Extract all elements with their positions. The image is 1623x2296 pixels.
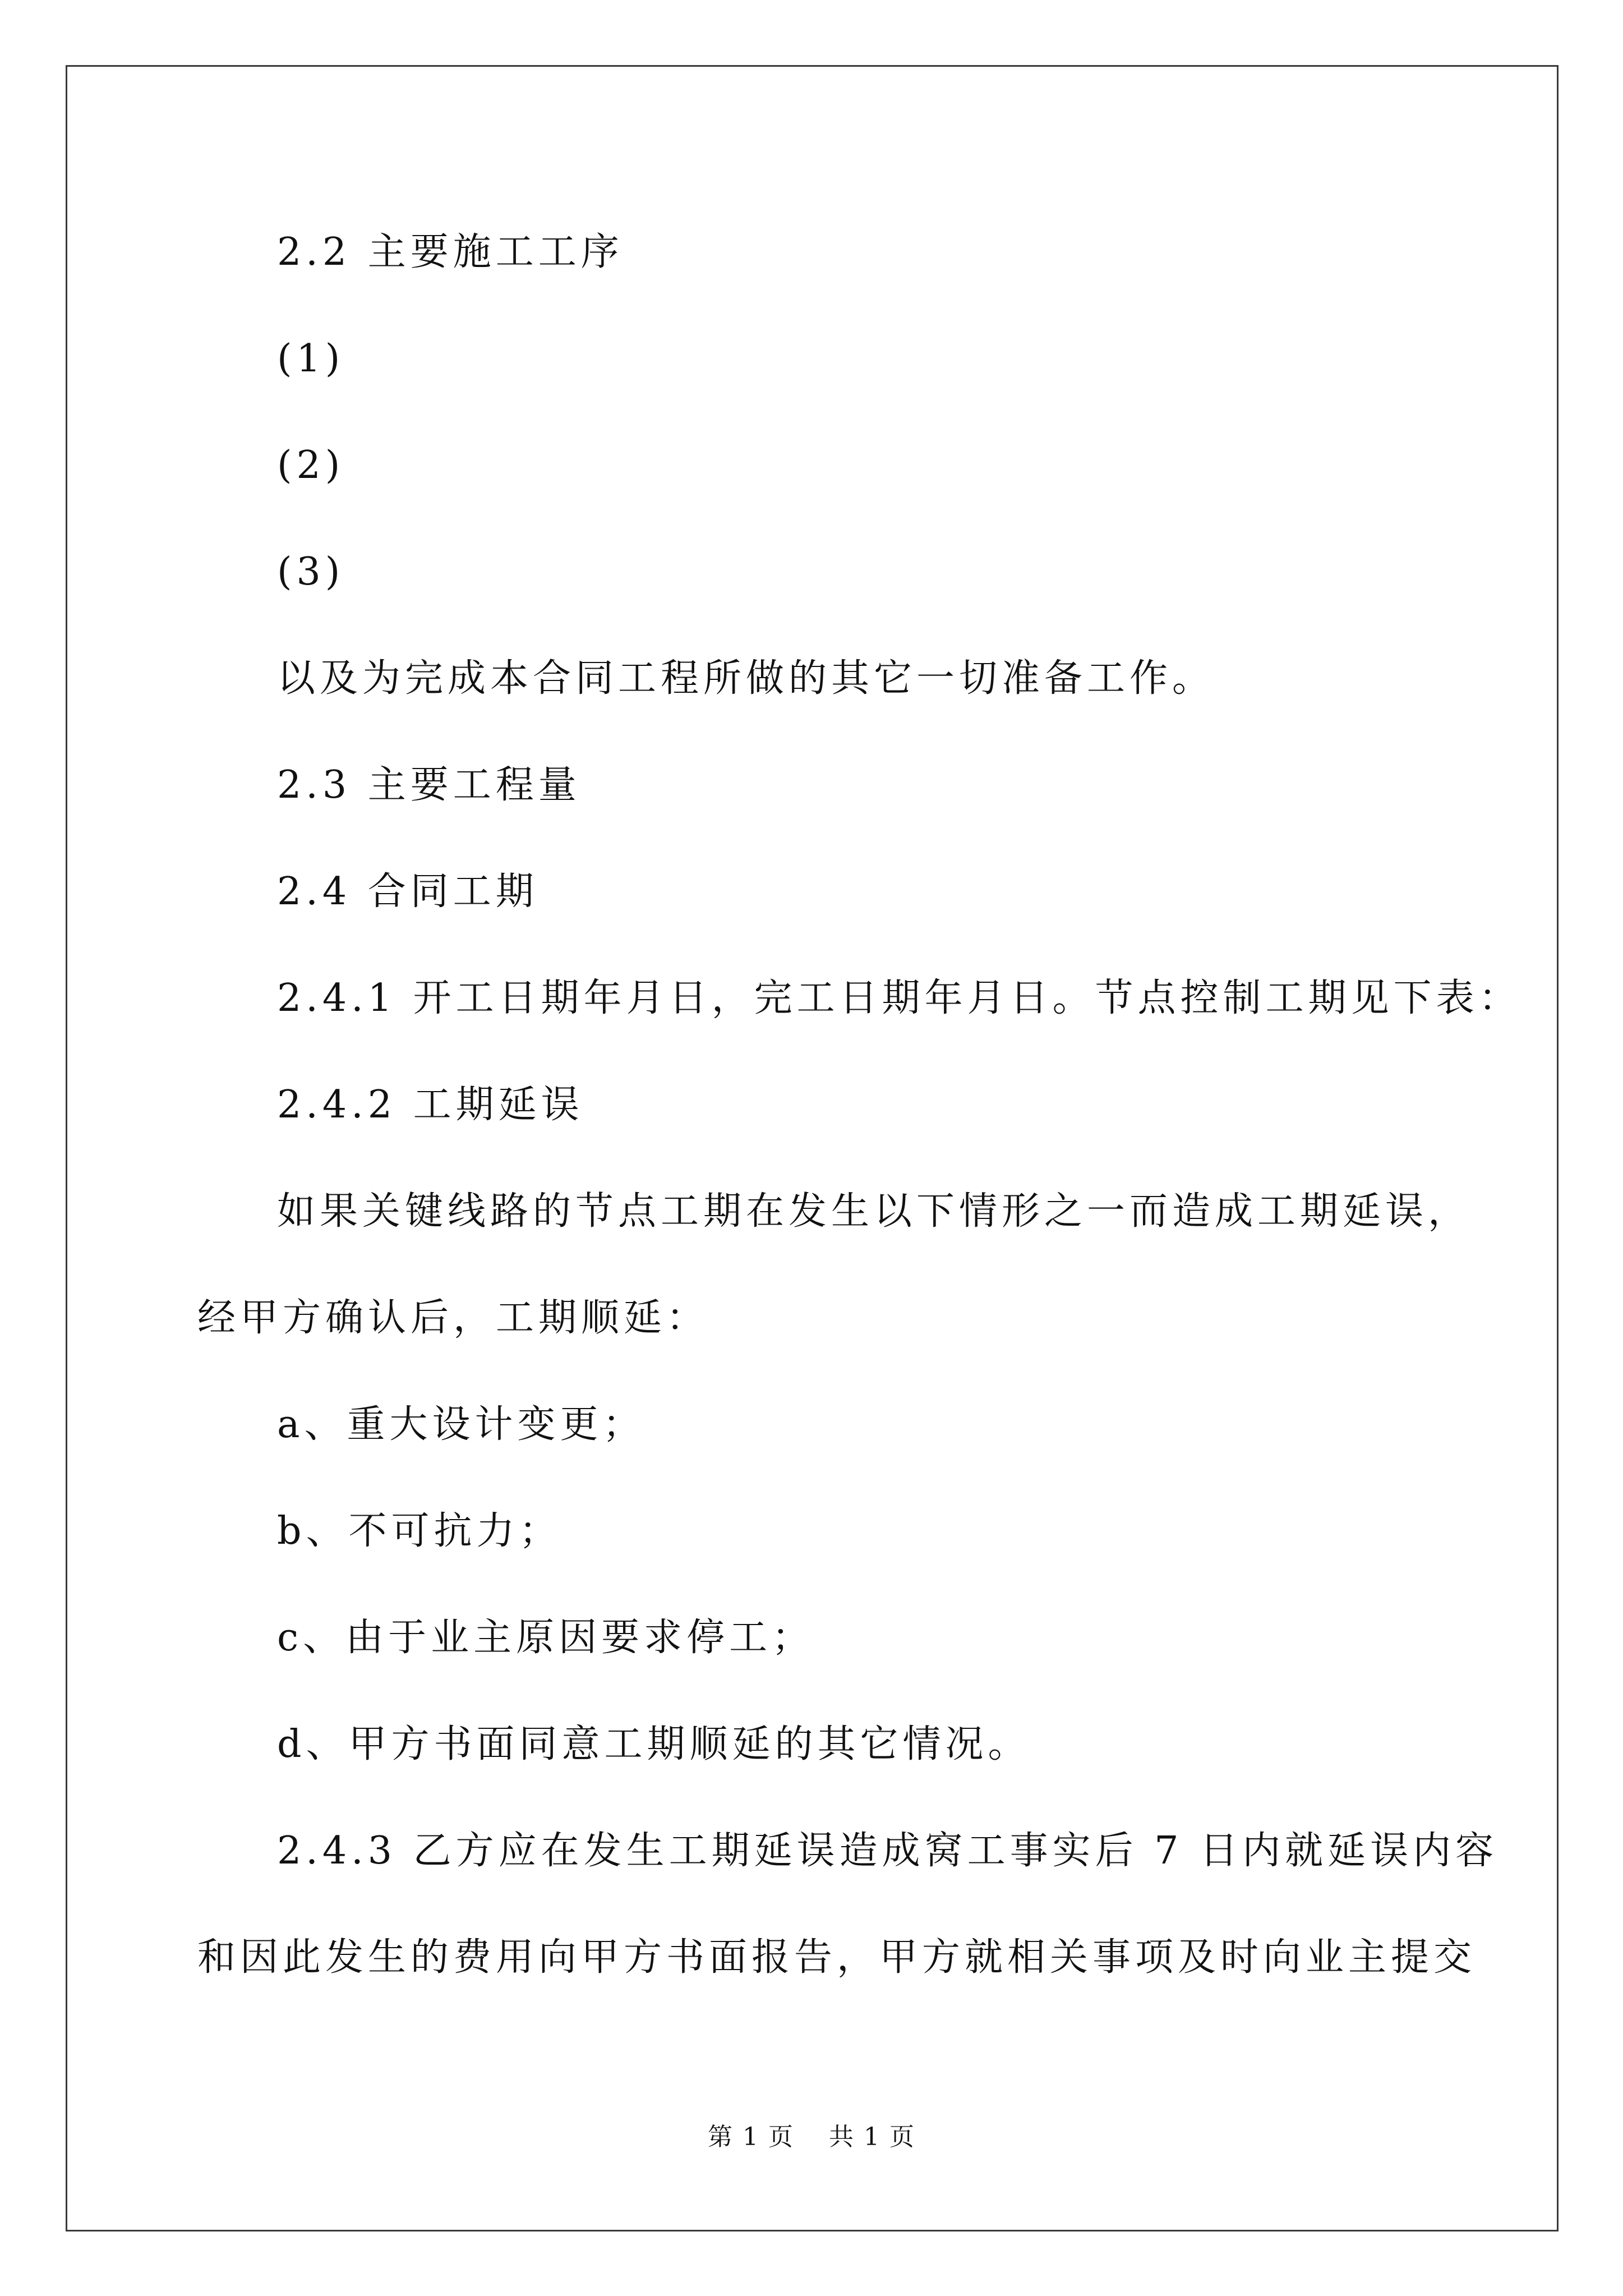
list-item-b: b、不可抗力； (277, 1509, 562, 1553)
heading-2-3: 2.3 主要工程量 (277, 763, 581, 807)
list-item-3: (3) (277, 550, 345, 594)
heading-2-4-2: 2.4.2 工期延误 (277, 1083, 584, 1127)
paragraph-delay-1: 如果关键线路的节点工期在发生以下情形之一而造成工期延误， (277, 1189, 1471, 1234)
paragraph-2-4-3-1: 2.4.3 乙方应在发生工期延误造成窝工事实后 7 日内就延误内容 (277, 1829, 1498, 1873)
page-number-footer: 第 1 页 共 1 页 (708, 2123, 915, 2151)
paragraph-2-4-1: 2.4.1 开工日期年月日，完工日期年月日。节点控制工期见下表： (277, 976, 1521, 1020)
paragraph-delay-2: 经甲方确认后，工期顺延： (197, 1296, 709, 1340)
list-item-2: (2) (277, 443, 345, 487)
heading-2-2: 2.2 主要施工工序 (277, 230, 624, 274)
paragraph-2-4-3-2: 和因此发生的费用向甲方书面报告，甲方就相关事项及时向业主提交 (197, 1935, 1477, 1980)
page-border (66, 65, 1559, 2231)
heading-2-4: 2.4 合同工期 (277, 869, 538, 914)
list-item-1: (1) (277, 337, 345, 381)
list-item-d: d、甲方书面同意工期顺延的其它情况。 (277, 1722, 1031, 1766)
list-item-c: c、由于业主原因要求停工； (277, 1616, 815, 1660)
paragraph-prep: 以及为完成本合同工程所做的其它一切准备工作。 (277, 656, 1215, 701)
list-item-a: a、重大设计变更； (277, 1402, 645, 1447)
